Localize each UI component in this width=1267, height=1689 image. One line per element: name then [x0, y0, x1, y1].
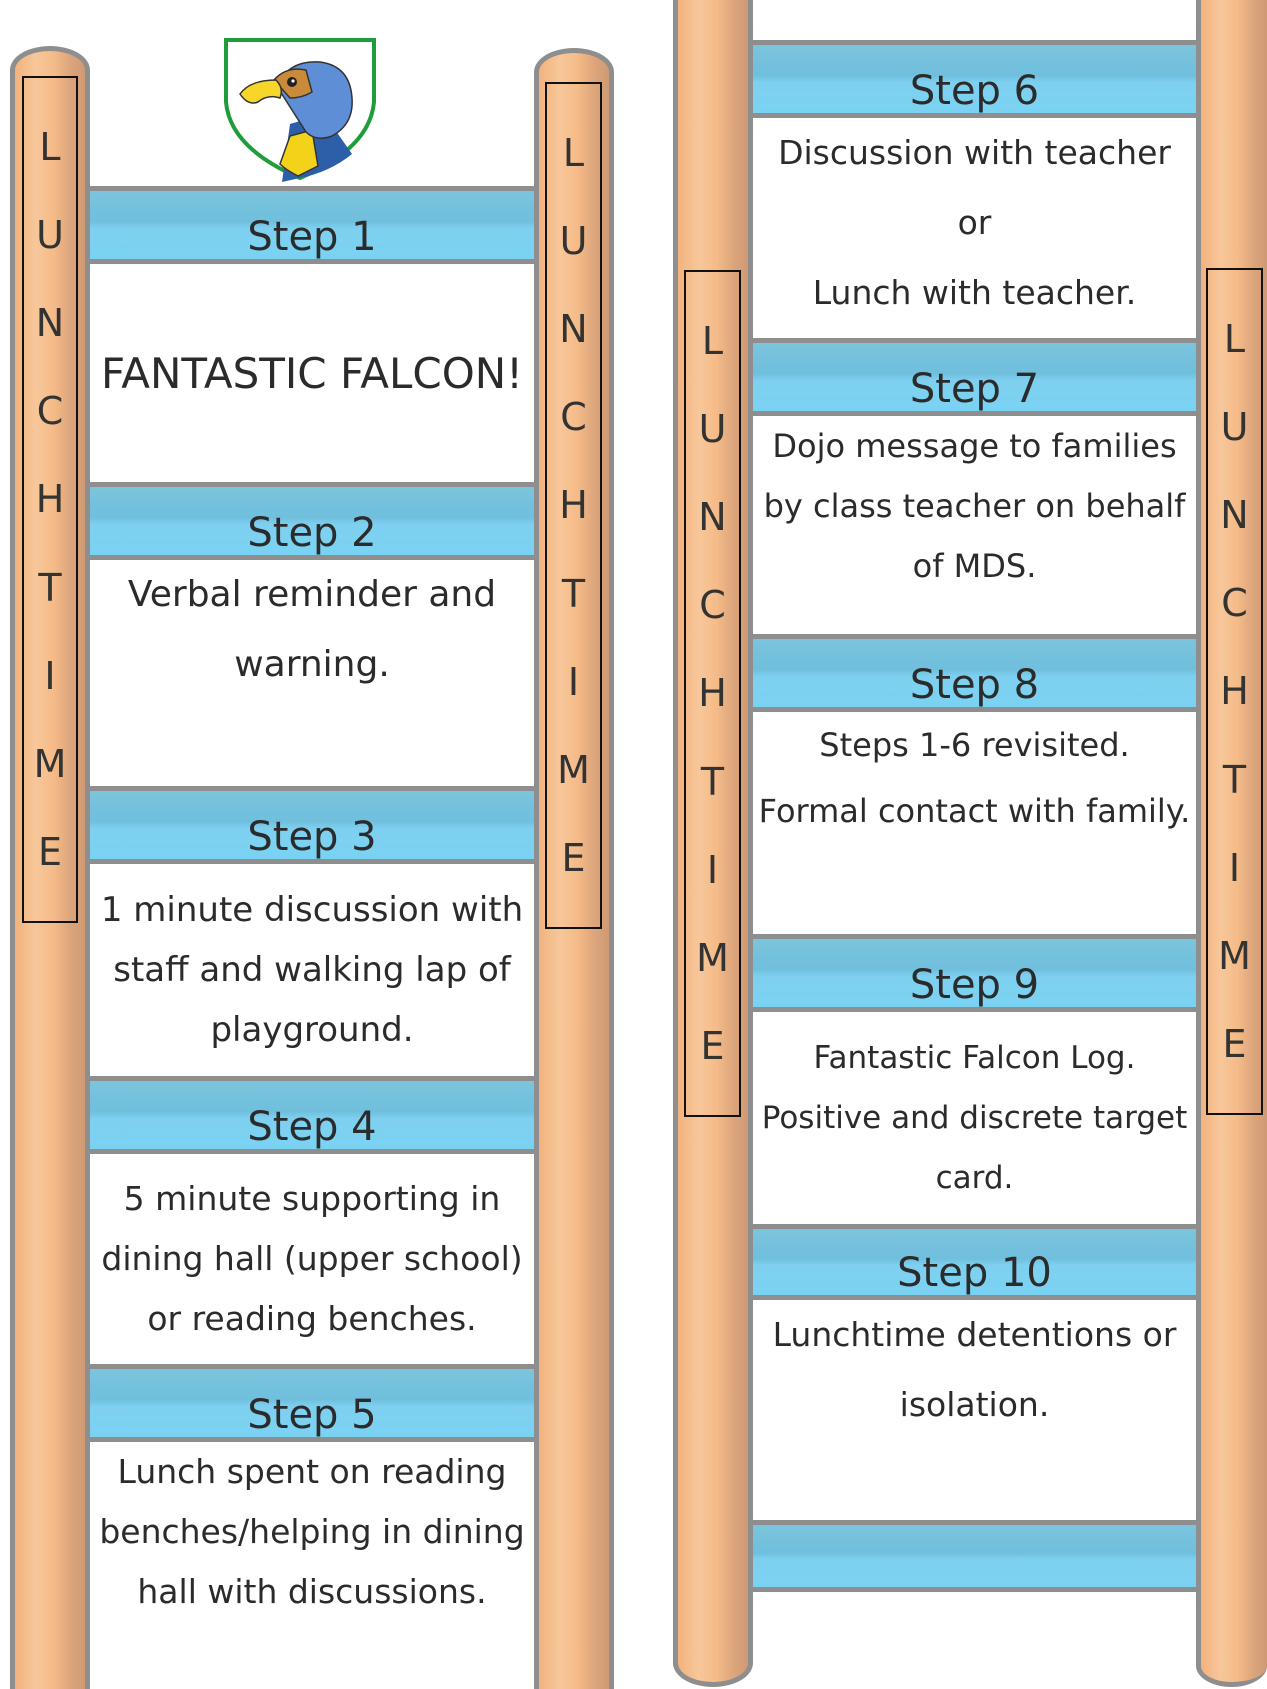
step-4-title: Step 4 — [247, 1104, 377, 1150]
vertical-label-letter: N — [698, 495, 727, 540]
vertical-label-letter: L — [1223, 317, 1246, 362]
step-3-text: 1 minute discussion with staff and walking lap of playground. — [100, 890, 524, 1050]
step-2-rung — [90, 482, 534, 560]
vertical-label-letter: E — [37, 829, 62, 874]
step-5-text: Lunch spent on reading benches/helping in dining hall with discussions. — [99, 1452, 525, 1611]
vertical-label-letter: U — [36, 213, 64, 258]
vertical-label-letter: H — [35, 477, 65, 522]
vertical-label-letter: H — [559, 483, 588, 528]
step-1-rung — [90, 186, 534, 264]
vertical-label-letter: T — [38, 565, 62, 610]
vertical-label-letter: H — [1220, 669, 1249, 714]
step-5-title: Step 5 — [247, 1392, 377, 1438]
step-1-title: Step 1 — [247, 214, 377, 260]
step-4-text: 5 minute supporting in dining hall (upper school) or reading benches. — [101, 1179, 523, 1338]
step-6-title: Step 6 — [909, 68, 1040, 114]
falcon-shield-icon — [220, 36, 380, 182]
vertical-label-letter: H — [698, 671, 727, 716]
left-ladder-vertical-label-left — [22, 76, 78, 923]
vertical-label-letter: N — [559, 307, 588, 352]
step-10-text: Lunchtime detentions or isolation. — [772, 1315, 1177, 1424]
step-10-rung — [753, 1224, 1196, 1300]
vertical-label-letter: L — [39, 125, 61, 170]
vertical-label-letter: N — [35, 301, 65, 346]
step-9-title: Step 9 — [909, 962, 1040, 1008]
final-empty-rung — [753, 1520, 1196, 1592]
step-3-title: Step 3 — [247, 814, 377, 860]
step-4-rung — [90, 1076, 534, 1154]
vertical-label-letter: E — [1222, 1021, 1247, 1066]
step-9-rung — [753, 934, 1196, 1012]
vertical-label-letter: C — [1221, 581, 1248, 626]
vertical-label-letter: T — [1222, 757, 1247, 802]
vertical-label-letter: I — [706, 847, 719, 892]
vertical-label-letter: E — [561, 835, 586, 880]
vertical-label-letter: C — [36, 389, 64, 434]
step-2-text: Verbal reminder and warning. — [127, 574, 497, 685]
vertical-label-letter: U — [1220, 405, 1249, 450]
step-3-rung — [90, 786, 534, 864]
step-8-rung — [753, 634, 1196, 712]
right-ladder-vertical-label-right — [1206, 268, 1263, 1115]
step-6-rung — [753, 40, 1196, 118]
step-7-text: Dojo message to families by class teacher on behalf of MDS. — [763, 427, 1186, 585]
vertical-label-letter: C — [560, 395, 587, 440]
left-ladder-vertical-label-right — [545, 82, 602, 929]
vertical-label-letter: M — [1218, 933, 1251, 978]
vertical-label-letter: L — [701, 319, 724, 364]
vertical-label-letter: U — [559, 219, 588, 264]
step-5-rung — [90, 1364, 534, 1442]
vertical-label-letter: E — [700, 1023, 725, 1068]
vertical-label-letter: U — [698, 407, 727, 452]
vertical-label-letter: T — [700, 759, 725, 804]
vertical-label-letter: I — [1228, 845, 1241, 890]
step-1-text: FANTASTIC FALCON! — [100, 348, 524, 398]
vertical-label-letter: L — [562, 131, 585, 176]
vertical-label-letter: C — [699, 583, 726, 628]
step-2-title: Step 2 — [247, 510, 377, 556]
step-9-text: Fantastic Falcon Log. Positive and discrete target card. — [761, 1040, 1188, 1196]
vertical-label-letter: N — [1220, 493, 1249, 538]
step-8-title: Step 8 — [909, 662, 1040, 708]
vertical-label-letter: I — [567, 659, 580, 704]
vertical-label-letter: M — [557, 747, 590, 792]
vertical-label-letter: T — [561, 571, 586, 616]
vertical-label-letter: M — [33, 741, 67, 786]
step-10-title: Step 10 — [897, 1250, 1052, 1296]
step-7-title: Step 7 — [909, 366, 1040, 412]
step-7-rung — [753, 338, 1196, 416]
right-ladder-vertical-label-left — [684, 270, 741, 1117]
step-8-text: Steps 1-6 revisited. Formal contact with family. — [758, 726, 1191, 830]
step-6-text: Discussion with teacher or Lunch with teacher. — [778, 133, 1171, 312]
vertical-label-letter: M — [696, 935, 729, 980]
vertical-label-letter: I — [44, 653, 56, 698]
